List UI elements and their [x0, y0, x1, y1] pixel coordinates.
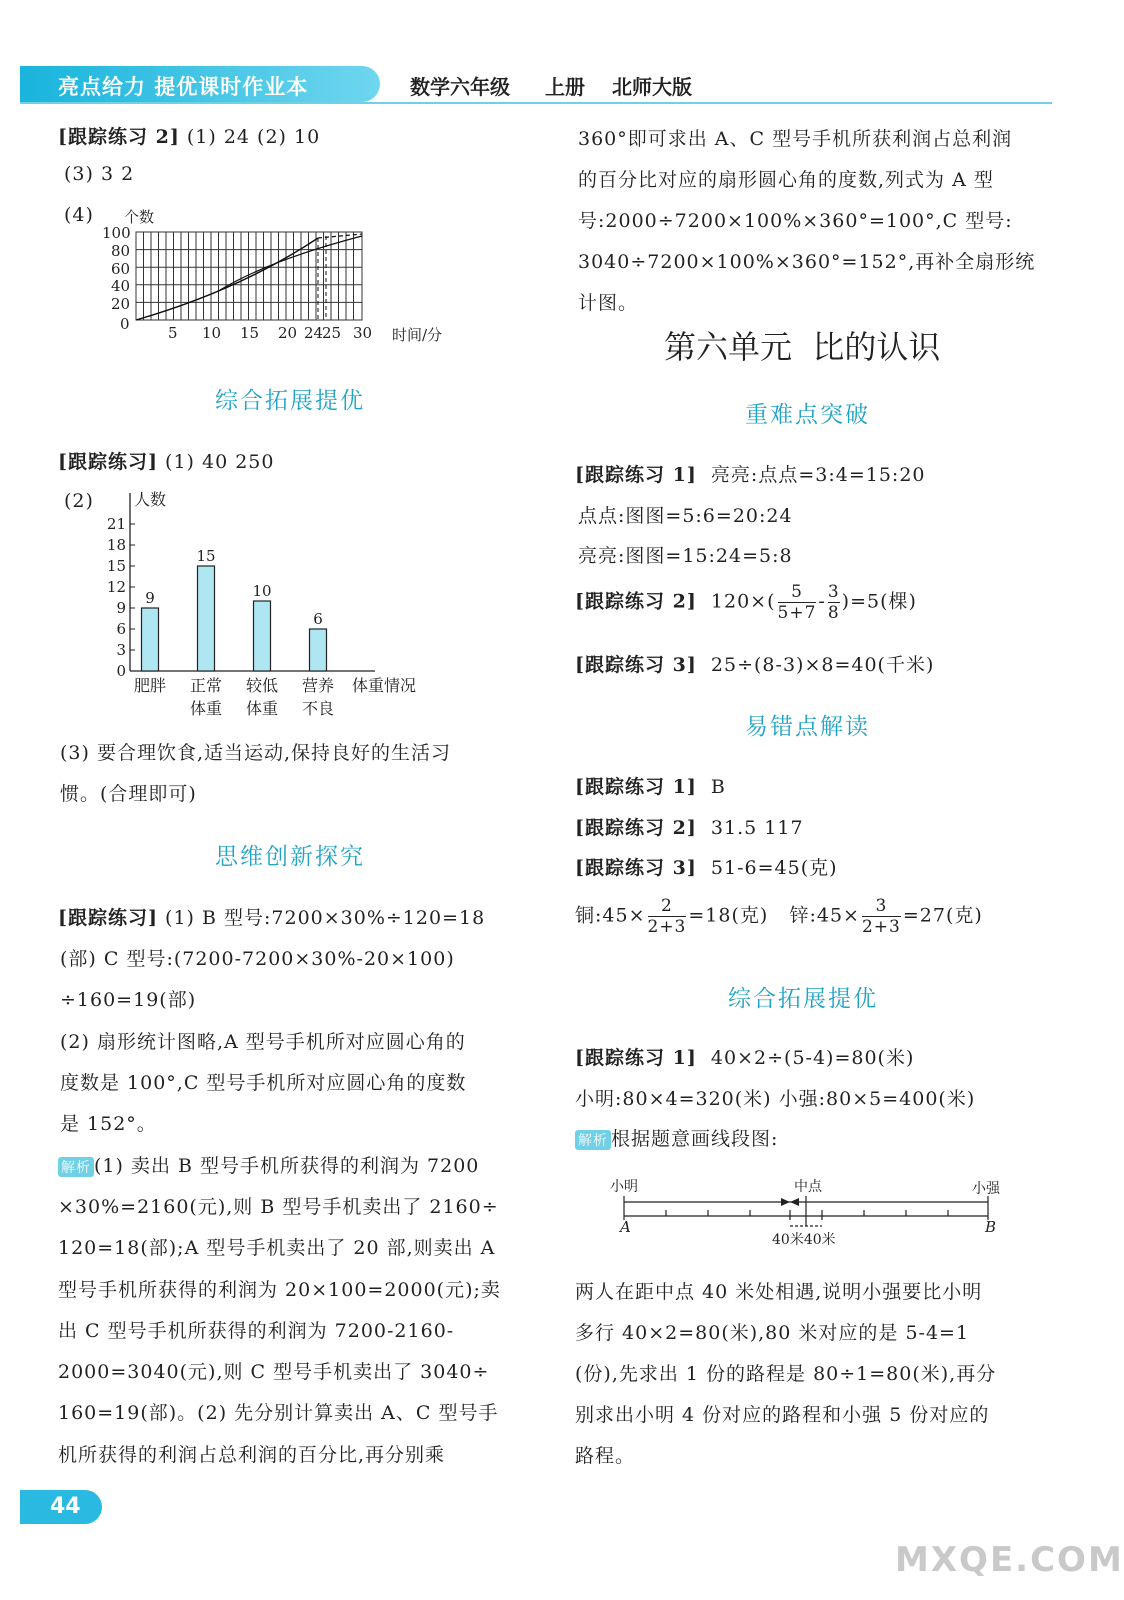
y-tick: 20	[111, 295, 131, 313]
bar-chart	[100, 485, 440, 725]
answer-text: 3040÷7200×100%×360°=152°,再补全扇形统	[578, 251, 1036, 273]
y-tick: 100	[102, 224, 131, 242]
x-category-label: 营养	[301, 676, 335, 695]
y-tick-label: 18	[106, 536, 126, 554]
answer-text: 40×2÷(5-4)=80(米)	[710, 1047, 915, 1069]
answer-text: 路程。	[575, 1445, 636, 1467]
answer-text: 的百分比对应的扇形圆心角的度数,列式为 A 型	[578, 169, 994, 191]
answer-text: 160=19(部)。(2) 先分别计算卖出 A、C 型号手	[58, 1402, 499, 1424]
y-tick-label: 12	[106, 578, 126, 596]
unit-title: 第六单元 比的认识	[664, 328, 941, 366]
segment-label: 小明	[610, 1179, 638, 1195]
question-tag: [跟踪练习 2]	[575, 817, 697, 839]
answer-text: (1) 24 (2) 10	[186, 126, 321, 148]
bar-value-label: 9	[145, 589, 155, 607]
fraction: $\frac{5}{5+7}$	[777, 582, 817, 623]
header-volume: 上册	[545, 75, 585, 99]
fraction: $\frac{2}{2+3}$	[647, 896, 687, 937]
bar	[254, 601, 271, 671]
x-axis-label: 时间/分	[392, 326, 443, 344]
bar	[142, 608, 159, 671]
answer-text: 亮亮:点点=3:4=15:20	[710, 464, 926, 486]
section-title: 思维创新探究	[215, 844, 365, 870]
segment-label: B	[985, 1218, 997, 1236]
section-title: 综合拓展提优	[215, 388, 365, 414]
y-tick-label: 21	[106, 515, 126, 533]
answer-text: 亮亮:图图=15:24=5:8	[578, 545, 793, 567]
answer-text: ÷160=19(部)	[60, 989, 197, 1011]
header-edition: 北师大版	[612, 75, 692, 99]
x-category-label: 正常	[189, 676, 223, 695]
answer-text: 出 C 型号手机所获得的利润为 7200-2160-	[58, 1320, 455, 1342]
answer-text: 2000=3040(元),则 C 型号手机卖出了 3040÷	[58, 1361, 490, 1383]
section-title: 易错点解读	[745, 714, 870, 740]
answer-text: (2) 扇形统计图略,A 型号手机所对应圆心角的	[60, 1031, 466, 1053]
answer-text: 25÷(8-3)×8=40(千米)	[710, 654, 935, 676]
y-tick-label: 3	[116, 641, 126, 659]
answer-text: 360°即可求出 A、C 型号手机所获利润占总利润	[578, 128, 1013, 150]
answer-text: 机所获得的利润占总利润的百分比,再分别乘	[58, 1444, 446, 1466]
answer-text: )=5(棵)	[841, 590, 917, 613]
answer-text: (4)	[64, 204, 94, 226]
bar	[310, 629, 327, 671]
question-tag: [跟踪练习 1]	[575, 464, 697, 486]
y-axis-label: 个数	[124, 208, 155, 226]
question-tag: [跟踪练习 1]	[575, 776, 697, 798]
y-tick: 0	[120, 315, 130, 333]
x-category-label: 体重	[189, 699, 223, 718]
answer-text: B	[710, 776, 726, 798]
answer-text: (1) 40 250	[165, 451, 275, 473]
answer-text: (1) B 型号:7200×30%÷120=18	[165, 907, 486, 929]
answer-text: 是 152°。	[60, 1113, 157, 1135]
y-tick-label: 15	[106, 557, 126, 575]
header-subject: 数学六年级	[410, 75, 510, 99]
y-tick-label: 6	[116, 620, 126, 638]
answer-text: 点点:图图=5:6=20:24	[578, 505, 793, 527]
segment-label: 中点	[794, 1179, 822, 1195]
answer-text: 小明:80×4=320(米) 小强:80×5=400(米)	[575, 1088, 976, 1110]
x-tick: 25	[322, 324, 342, 342]
answer-text: (2)	[64, 490, 94, 512]
answer-text: 两人在距中点 40 米处相遇,说明小强要比小明	[575, 1281, 983, 1303]
answer-text: 计图。	[578, 292, 639, 314]
x-category-label: 较低	[245, 676, 279, 695]
fraction: $\frac{3}{8}$	[827, 582, 840, 623]
answer-text: 多行 40×2=80(米),80 米对应的是 5-4=1	[575, 1322, 970, 1344]
header-brand: 亮点给力 提优课时作业本	[58, 75, 309, 99]
answer-text: 铜:45×	[575, 904, 646, 927]
answer-text: 别求出小明 4 份对应的路程和小强 5 份对应的	[575, 1404, 990, 1426]
x-tick: 15	[240, 324, 260, 342]
y-tick: 60	[111, 260, 131, 278]
answer-text: (1) 卖出 B 型号手机所获得的利润为 7200	[94, 1155, 480, 1177]
bar-value-label: 10	[252, 582, 272, 600]
x-tick: 24	[304, 324, 324, 342]
page-number: 44	[50, 1494, 81, 1519]
answer-text: 51-6=45(克)	[710, 857, 838, 879]
answer-text: (3) 要合理饮食,适当运动,保持良好的生活习	[60, 742, 452, 764]
segment-label: A	[620, 1218, 631, 1236]
x-tick: 20	[278, 324, 298, 342]
question-tag: [跟踪练习 2]	[575, 590, 697, 613]
y-tick: 80	[111, 242, 131, 260]
answer-text: (3) 3 2	[64, 163, 135, 185]
analysis-tag: 解析	[575, 1130, 611, 1150]
answer-text: 号:2000÷7200×100%×360°=100°,C 型号:	[578, 210, 1013, 232]
minus-sign: -	[818, 590, 826, 613]
answer-text: 度数是 100°,C 型号手机所对应圆心角的度数	[60, 1072, 467, 1094]
header-rule	[20, 102, 1052, 104]
y-axis-label: 人数	[134, 490, 167, 509]
answer-text: 120×(	[710, 590, 776, 613]
answer-text: (部) C 型号:(7200-7200×30%-20×100)	[60, 948, 455, 970]
bar-value-label: 6	[313, 610, 323, 628]
question-tag: [跟踪练习 2]	[58, 126, 180, 148]
section-title: 综合拓展提优	[728, 986, 878, 1012]
answer-text: 120=18(部);A 型号手机卖出了 20 部,则卖出 A	[58, 1237, 496, 1259]
question-tag: [跟踪练习]	[58, 907, 158, 929]
answer-text: =27(克)	[902, 904, 983, 927]
segment-label: 小强	[972, 1181, 1000, 1197]
y-tick: 40	[111, 277, 131, 295]
section-title: 重难点突破	[745, 402, 870, 428]
question-tag: [跟踪练习 3]	[575, 857, 697, 879]
answer-text: 根据题意画线段图:	[611, 1128, 779, 1150]
bar-value-label: 15	[196, 547, 216, 565]
y-tick-label: 0	[116, 662, 126, 680]
answer-text: 锌:45×	[789, 904, 860, 927]
answer-text: 惯。(合理即可)	[60, 783, 197, 805]
question-tag: [跟踪练习 1]	[575, 1047, 697, 1069]
question-tag: [跟踪练习]	[58, 451, 158, 473]
answer-text: 31.5 117	[710, 817, 804, 839]
answer-text: =18(克)	[688, 904, 769, 927]
x-category-label: 不良	[301, 699, 335, 718]
x-tick: 10	[202, 324, 222, 342]
answer-text: ×30%=2160(元),则 B 型号手机卖出了 2160÷	[58, 1196, 499, 1218]
analysis-tag: 解析	[58, 1157, 94, 1177]
x-tick: 5	[168, 324, 178, 342]
question-tag: [跟踪练习 3]	[575, 654, 697, 676]
x-axis-label: 体重情况	[352, 676, 417, 695]
answer-text: (份),先求出 1 份的路程是 80÷1=80(米),再分	[575, 1363, 997, 1385]
answer-text: 型号手机所获得的利润为 20×100=2000(元);卖	[58, 1279, 501, 1301]
x-category-label: 体重	[245, 699, 279, 718]
segment-label: 40米40米	[772, 1232, 836, 1248]
bar	[198, 566, 215, 671]
watermark: MXQE.COM	[895, 1540, 1124, 1580]
x-category-label: 肥胖	[133, 676, 167, 695]
x-tick: 30	[353, 324, 373, 342]
fraction: $\frac{3}{2+3}$	[861, 896, 901, 937]
y-tick-label: 9	[116, 599, 126, 617]
